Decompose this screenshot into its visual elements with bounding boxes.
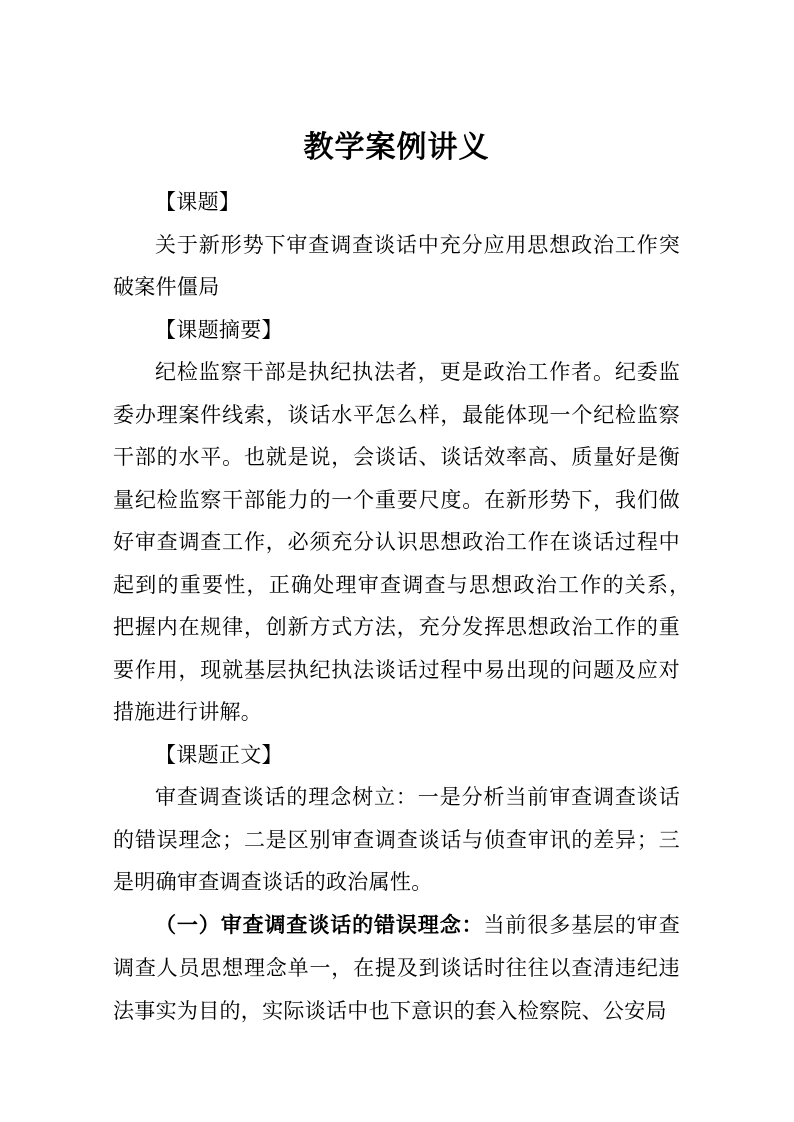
item1-paragraph — [113, 904, 680, 1033]
item1-text: 当前很多基层的审查调查人员思想理念单一，在提及到谈话时往往以查清违纪违法事实为目的，实际谈话中也下意识的套入检察院、公安局 — [113, 912, 680, 1023]
body-intro-paragraph: 审查调查谈话的理念树立：一是分析当前审查调查谈话的错误理念；二是区别审查调查谈话与侦查审讯的差异；三是明确审查调查谈话的政治属性。 — [113, 785, 680, 894]
topic-paragraph: 关于新形势下审查调查谈话中充分应用思想政治工作突破案件僵局 — [113, 232, 680, 299]
abstract-paragraph: 纪检监察干部是执纪执法者，更是政治工作者。纪委监委办理案件线索，谈话水平怎么样，最能体现一个纪检监察干部的水平。也就是说，会谈话、谈话效率高、质量好是衡量纪检监察干部能力的一个重要尺度。在新形势下，我们做好审查调查工作，必须充分认识思想政治工作在谈话过程中起到的重要性，正确处理审查调查与思想政治工作的关系， 把握内在规律，创新方式方法，充分发挥思想政治工作的重要作用，现就基层执纪执法谈话过程中易出现的问题及应对措施进行讲解。 — [113, 360, 702, 724]
document-title: 教学案例讲义 — [303, 131, 490, 164]
topic-label: 【课题】 — [155, 190, 241, 214]
item1-heading: （一）审查调查谈话的错误理念： — [155, 913, 484, 937]
abstract-label: 【课题摘要】 — [155, 317, 283, 342]
body-label: 【课题正文】 — [155, 742, 283, 767]
